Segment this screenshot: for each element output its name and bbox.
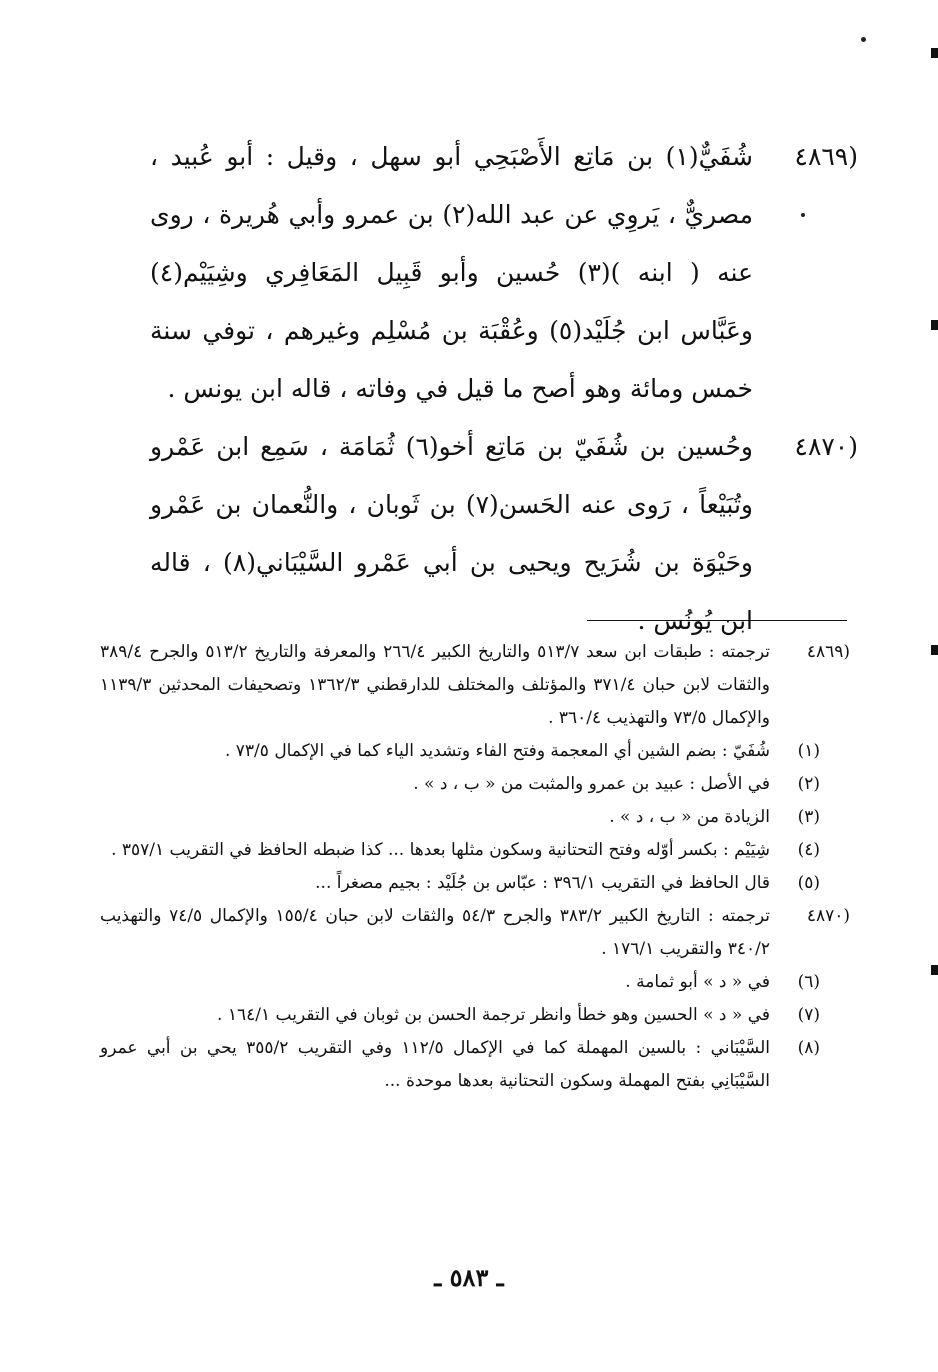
note-block (100, 900, 850, 1098)
scan-edge-mark (931, 48, 938, 58)
footnotes-section (100, 636, 850, 1098)
entry-number: (٤٨٧٠ (794, 432, 858, 461)
entry-number: (٤٨٦٩ (794, 142, 858, 171)
biography-entry (150, 418, 858, 650)
footnote-number: (٥) (797, 873, 820, 893)
footnote (100, 768, 850, 801)
footnote-text: في « د » الحسين وهو خطأ وانظر ترجمة الحسن بن ثوبان في التقريب ١٦٤/١ . (217, 1005, 770, 1025)
entry-text: شُفَيٌّ(١) بن مَاتِع الأَصْبَحِي أبو سهل ، وقيل : أبو عُبيد ، مصريٌّ ، يَروِي عن عبد الله(٢) بن عمرو وأبي هُريرة ، روى عنه ( ابنه )(٣) حُسين وأبو قَبِيل المَعَافِري وشِيَيْم(٤) وعَبَّاس ابن جُلَيْد(٥) وعُقْبَة بن مُسْلِم وغيرهم ، توفي سنة خمس ومائة وهو أصح ما قيل في وفاته ، قاله ابن يونس . (150, 142, 753, 403)
note-entry-number: (٤٨٧٠ (806, 906, 850, 926)
footnote-text: شِيَيْم : بكسر أوّله وفتح التحتانية وسكون مثلها بعدها ... كذا ضبطه الحافظ في التقريب ٣٥٧/١ . (111, 840, 770, 860)
footnote-text: شُفَيّ : بضم الشين أي المعجمة وفتح الفاء وتشديد الياء كما في الإكمال ٧٣/٥ . (224, 741, 770, 761)
biography-entry (150, 128, 858, 418)
translation-sources (100, 900, 850, 966)
footnote-text: في « د » أبو ثمامة . (625, 972, 770, 992)
footnote (100, 801, 850, 834)
footnote (100, 735, 850, 768)
scan-speck (861, 37, 866, 42)
footnote (100, 834, 850, 867)
scan-edge-mark (931, 645, 938, 655)
note-block (100, 636, 850, 900)
entry-text: وحُسين بن شُفَيّ بن مَاتِع أخو(٦) ثُمَامَة ، سَمِع ابن عَمْرو وتُبَيْعاً ، رَوى عنه الحَسن(٧) بن ثَوبان ، والنُّعمان بن عَمْرو وحَيْوَة بن شُرَيح ويحيى بن أبي عَمْرو السَّيْبَاني(٨) ، قاله ابن يُونُس . (150, 432, 753, 635)
footnote (100, 1032, 850, 1098)
footnote-text: السَّيْبَاني : بالسين المهملة كما في الإكمال ١١٢/٥ وفي التقريب ٣٥٥/٢ يحي بن أبي عمرو السَّيْبَانِي بفتح المهملة وسكون التحتانية بعدها موحدة ... (100, 1038, 770, 1091)
scan-edge-mark (931, 965, 938, 975)
footnote-divider (587, 620, 847, 621)
footnote-number: (٧) (797, 1005, 820, 1025)
page-number: ـ ٥٨٣ ـ (434, 1263, 504, 1292)
footnote-text: قال الحافظ في التقريب ٣٩٦/١ : عبّاس بن جُلَيْد : بجيم مصغراً ... (315, 873, 770, 893)
note-entry-number: (٤٨٦٩ (806, 642, 850, 662)
footnote-number: (٨) (797, 1038, 820, 1058)
footnote-number: (٤) (797, 840, 820, 860)
note-sources-text: ترجمته : طبقات ابن سعد ٥١٣/٧ والتاريخ الكبير ٢٦٦/٤ والمعرفة والتاريخ ٥١٣/٢ والجرح ٣٨٩/٤ والثقات لابن حبان ٣٧١/٤ والمؤتلف والمختلف للدارقطني ١٣٦٢/٣ وتصحيفات المحدثين ١١٣٩/٣ والإكمال ٧٣/٥ والتهذيب ٣٦٠/٤ . (100, 642, 771, 728)
footnote-number: (٦) (797, 972, 820, 992)
footnote-text: في الأصل : عبيد بن عمرو والمثبت من « ب ، د » . (413, 774, 770, 794)
footnote-number: (٢) (797, 774, 820, 794)
main-text (150, 128, 858, 650)
footnote-number: (١) (797, 741, 820, 761)
footnote-text: الزيادة من « ب ، د » . (609, 807, 770, 827)
footnote (100, 867, 850, 900)
footnote (100, 966, 850, 999)
note-sources-text: ترجمته : التاريخ الكبير ٣٨٣/٢ والجرح ٥٤/٣ والثقات لابن حبان ١٥٥/٤ والإكمال ٧٤/٥ والتهذيب ٣٤٠/٢ والتقريب ١٧٦/١ . (100, 906, 771, 959)
translation-sources (100, 636, 850, 735)
scan-edge-mark (931, 320, 938, 330)
footnote-number: (٣) (797, 807, 820, 827)
footnote (100, 999, 850, 1032)
